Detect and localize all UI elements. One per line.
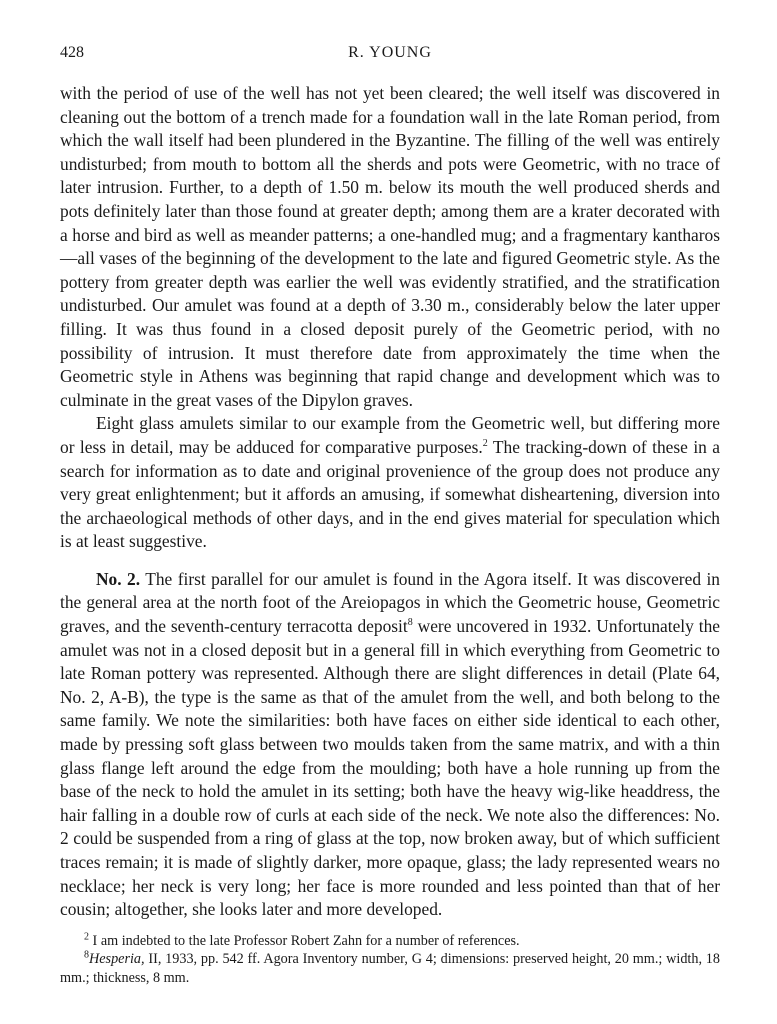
page (60, 44, 720, 987)
footnote-text: II, 1933, pp. 542 ff. Agora Inventory number, G 4; dimensions: preserved height, 20 mm.; width, 18 mm.; thickness, 8 mm. (60, 951, 720, 986)
paragraph-2 (60, 412, 720, 554)
paragraph-1 (60, 82, 720, 412)
page-header (60, 44, 720, 66)
footnote-8 (60, 950, 720, 987)
paragraph-1-text: with the period of use of the well has not yet been cleared; the well itself was discovered in cleaning out the bottom of a trench made for a foundation wall in the late Roman period, from which the wall itself had been plundered in the Byzantine. The filling of the well was entirely undisturbed; from mouth to bottom all the sherds and pots were Geometric, with no trace of later intrusion. Further, to a depth of 1.50 m. below its mouth the well produced sherds and pots definitely later than those found at greater depth; among them are a krater decorated with a horse and bird as well as meander patterns; a one-handled mug; and a fragmentary kantharos—all vases of the beginning of the development to the late and figured Geometric style. As the pottery from greater depth was earlier the well was evidently stratified, and the stratification undisturbed. Our amulet was found at a depth of 3.30 m., considerably below the later upper filling. It was thus found in a closed deposit purely of the Geometric period, with no possibility of intrusion. It must therefore date from approximately the time when the Geometric style in Athens was beginning that rapid change and development which was to culminate in the great vases of the Dipylon graves. (60, 83, 720, 410)
section-label: No. 2. (96, 568, 141, 589)
paragraph-2-text-b: The tracking-down of these in a search for information as to date and original provenience of the group does not produce any very great enlightenment; but it affords an amusing, if somewhat disheartening, diversion into the archaeological methods of other days, and in the end gives material for speculation which is at least suggestive. (60, 436, 720, 552)
footnote-mark: 8 (84, 949, 89, 961)
footnote-ref-8[interactable]: 8 (407, 617, 413, 629)
paragraph-3-text-a: The first parallel for our amulet is found in the Agora itself. It was discovered in the general area at the north foot of the Areiopagos in which the Geometric house, Geometric graves, and the seventh-century terracotta deposit (60, 568, 720, 637)
running-head: R. YOUNG (348, 44, 432, 61)
footnote-text: I am indebted to the late Professor Robert Zahn for a number of references. (89, 932, 520, 949)
footnote-ref-2[interactable]: 2 (482, 438, 488, 450)
paragraph-3-text-b: were uncovered in 1932. Unfortunately the amulet was not in a closed deposit but in a general fill in which everything from Geometric to late Roman pottery was represented. Although there are slight differences in detail (Plate 64, No. 2, A-B), the type is the same as that of the amulet from the well, and both belong to the same family. We note the similarities: both have faces on either side identical to each other, made by pressing soft glass between two moulds taken from the same matrix, and with a thin glass flange left around the edge from the moulding; both have a hole running up from the base of the neck to hold the amulet in its setting; both have the heavy wig-like headdress, the hair falling in a double row of curls at each side of the neck. We note also the differences: No. 2 could be suspended from a ring of glass at the top, now broken away, but of which sufficient traces remain; it is made of slightly darker, more opaque, glass; the lady represented wears no necklace; her neck is very long; her face is more rounded and less pointed than that of her cousin; altogether, she looks later and more developed. (60, 616, 720, 920)
paragraph-3 (60, 568, 720, 922)
paragraph-2-text-a: Eight glass amulets similar to our example from the Geometric well, but differing more or less in detail, may be adduced for comparative purposes. (60, 413, 720, 457)
footnote-journal-title: Hesperia, (89, 951, 145, 968)
page-number: 428 (60, 44, 84, 61)
body-text (60, 82, 720, 922)
footnote-2 (60, 932, 720, 951)
footnote-mark: 2 (84, 931, 89, 943)
footnotes (60, 932, 720, 988)
